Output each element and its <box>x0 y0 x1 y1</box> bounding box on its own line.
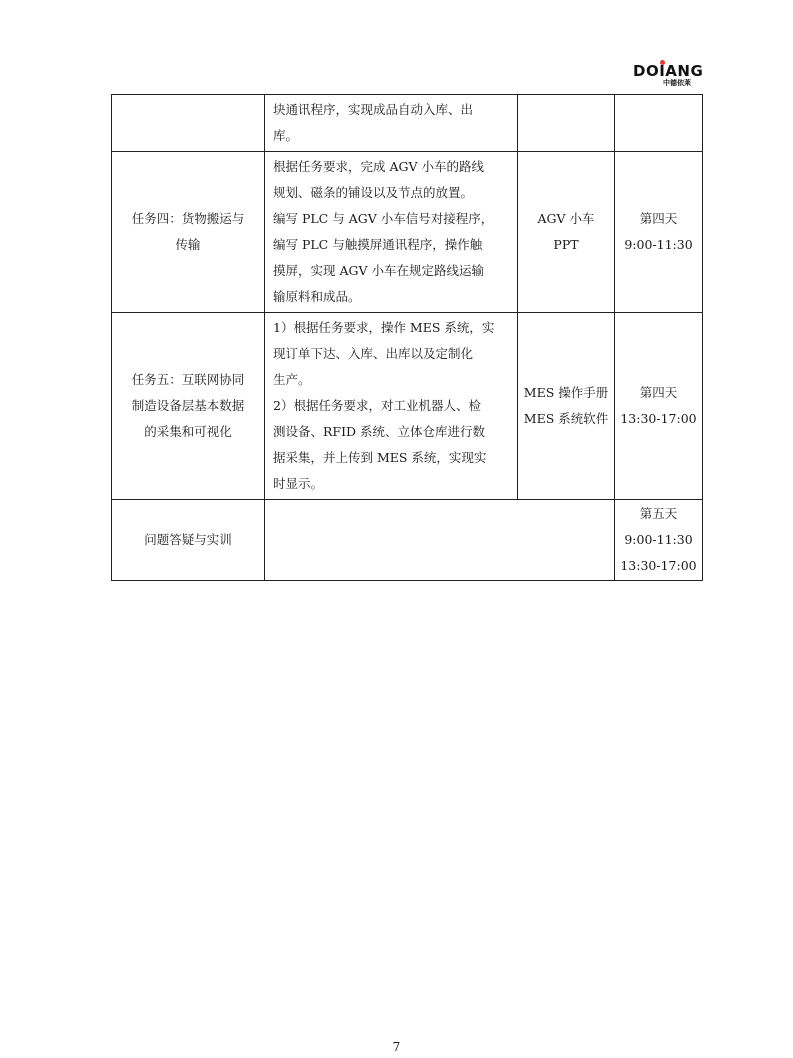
description-cell <box>265 95 518 152</box>
material-cell <box>518 313 615 500</box>
task-cell <box>112 500 265 581</box>
description-line: 输原料和成品。 <box>273 289 361 304</box>
description-line: 时显示。 <box>273 476 324 491</box>
description-line: 编写 PLC 与触摸屏通讯程序，操作触 <box>273 237 483 252</box>
time-line: 9:00-11:30 <box>624 237 693 252</box>
material-line: AGV 小车 <box>537 211 595 226</box>
description-line: 1）根据任务要求，操作 MES 系统，实 <box>273 320 495 335</box>
description-line: 编写 PLC 与 AGV 小车信号对接程序， <box>273 211 494 226</box>
description-line: 摸屏，实现 AGV 小车在规定路线运输 <box>273 263 484 278</box>
time-cell <box>615 313 703 500</box>
time-cell <box>615 500 703 581</box>
material-line: MES 操作手册 <box>523 385 609 400</box>
task-name-line: 传输 <box>175 237 201 252</box>
table-row <box>112 500 703 581</box>
time-cell <box>615 152 703 313</box>
material-line: PPT <box>553 237 579 252</box>
task-name-line: 的采集和可视化 <box>144 424 232 439</box>
time-line: 第五天 <box>639 506 678 521</box>
description-line: 库。 <box>273 128 299 143</box>
task-cell <box>112 152 265 313</box>
description-line: 2）根据任务要求，对工业机器人、检 <box>273 398 481 413</box>
task-name-line: 制造设备层基本数据 <box>131 398 245 413</box>
time-line: 第四天 <box>639 211 678 226</box>
time-line: 9:00-11:30 <box>624 532 693 547</box>
description-line: 根据任务要求，完成 AGV 小车的路线 <box>273 159 484 174</box>
company-logo <box>633 62 704 92</box>
page-number: 7 <box>392 1040 401 1054</box>
time-line: 13:30-17:00 <box>620 558 697 573</box>
description-line: 生产。 <box>273 372 311 387</box>
description-cell <box>265 500 615 581</box>
time-line: 13:30-17:00 <box>620 411 697 426</box>
material-cell <box>518 152 615 313</box>
task-name-line: 问题答疑与实训 <box>144 532 232 547</box>
task-cell <box>112 95 265 152</box>
task-cell <box>112 313 265 500</box>
logo-wordmark: DOIANG <box>633 62 704 80</box>
time-line: 第四天 <box>639 385 678 400</box>
description-line: 块通讯程序，实现成品自动入库、出 <box>273 102 474 117</box>
table-row <box>112 95 703 152</box>
task-name-line: 任务四：货物搬运与 <box>131 211 245 226</box>
description-cell <box>265 313 518 500</box>
table-row <box>112 152 703 313</box>
time-cell <box>615 95 703 152</box>
description-line: 规划、磁条的铺设以及节点的放置。 <box>273 185 474 200</box>
description-cell <box>265 152 518 313</box>
task-name-line: 任务五：互联网协同 <box>131 372 245 387</box>
material-cell <box>518 95 615 152</box>
description-line: 测设备、RFID 系统、立体仓库进行数 <box>273 424 486 439</box>
table-row <box>112 313 703 500</box>
logo-subtitle: 中德依莱 <box>663 79 691 87</box>
training-schedule-table <box>111 94 703 581</box>
description-line: 据采集，并上传到 MES 系统，实现实 <box>273 450 487 465</box>
description-line: 现订单下达、入库、出库以及定制化 <box>273 346 474 361</box>
material-line: MES 系统软件 <box>523 411 609 426</box>
